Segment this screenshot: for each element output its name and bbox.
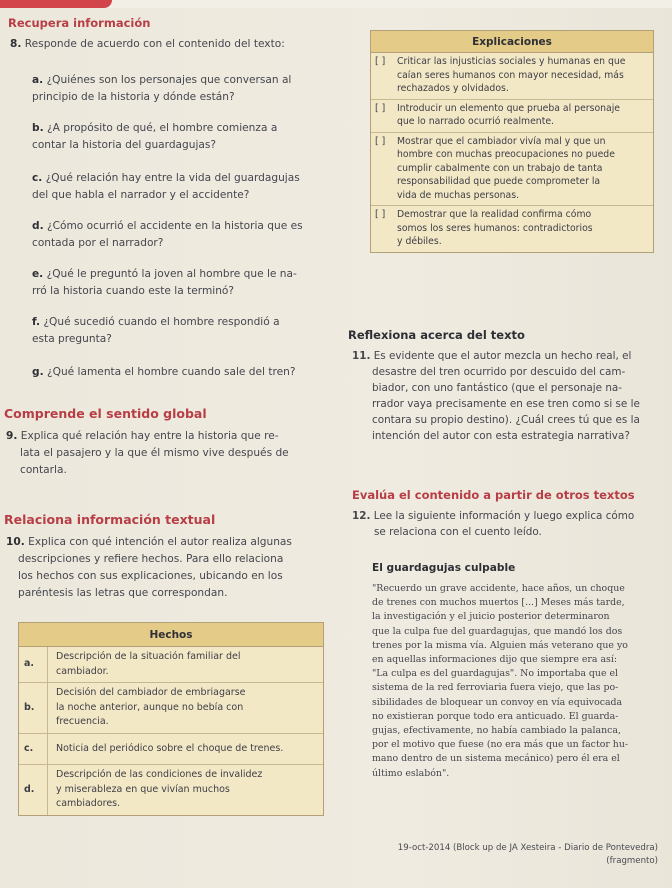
question-11: 11. Es evidente que el autor mezcla un hecho real, el desastre del tren ocurrido por descuido del cam- biador, con uno fantástico (que el personaje na- rrador vaya precisamente en ese tren como si se le contara su propio destino). ¿Cuál crees tú que es la intención del autor con esta estrategia narrativa?: [352, 350, 640, 442]
question-8d: d. ¿Cómo ocurrió el accidente en la historia que es contada por el narrador?: [32, 220, 303, 249]
question-10: 10. Explica con qué intención el autor realiza algunas descripciones y refiere hechos. Para ello relaciona los hechos con sus explicaciones, ubicando en los paréntesis las letras que correspondan.: [6, 536, 292, 599]
section-title-relaciona: Relaciona información textual: [4, 512, 216, 527]
news-excerpt: "Recuerdo un grave accidente, hace años, un choque de trenes con muchos muertos [...] Meses más tarde, la investigación y el juicio posterior determinaron que la culpa fue del guardagujas, que mandó los dos trenes por la misma vía. Alguien más veterano que yo en aquellas informaciones dijo que siempre era así: "La culpa es del guardagujas". No importaba que el sistema de la red ferroviaria fuera viejo, que las po- sibilidades de bloquear un convoy en vía equivocada no existieran porque todo era anticuado. El guarda- gujas, efectivamente, no había cambiado la palanca, por el motivo que fuese (no era más que un factor hu- mano dentro de un sistema mecánico) pero él era el último eslabón".: [372, 583, 629, 779]
question-8f: f. ¿Qué sucedió cuando el hombre respondió a esta pregunta?: [32, 316, 280, 345]
hechos-row-c: c. Noticia del periódico sobre el choque de trenes.: [19, 734, 323, 766]
top-accent-tab: [0, 0, 112, 8]
question-8: [10, 36, 285, 53]
section-title-reflexiona: Reflexiona acerca del texto: [348, 328, 525, 342]
question-8c: c. ¿Qué relación hay entre la vida del guardagujas del que habla el narrador y el accidente?: [32, 172, 300, 201]
question-number: 8.: [10, 38, 22, 50]
hechos-table: [18, 622, 324, 816]
question-8e: e. ¿Qué le preguntó la joven al hombre que le na- rró la historia cuando este la terminó?: [32, 268, 297, 297]
answer-bracket[interactable]: [ ]: [375, 56, 386, 67]
question-9: 9. Explica qué relación hay entre la historia que re- lata el pasajero y la que él mismo vive después de contarla.: [6, 430, 289, 476]
section-title-evalua: Evalúa el contenido a partir de otros textos: [352, 488, 635, 502]
question-12: 12. Lee la siguiente información y luego explica cómo se relaciona con el cuento leído.: [352, 510, 635, 538]
answer-bracket[interactable]: [ ]: [375, 102, 386, 114]
explicacion-row-1: [ ] Criticar las injusticias sociales y humanas en que caían seres humanos con mayor necesidad, más rechazados y olvidados.: [371, 53, 653, 100]
news-source: 19-oct-2014 (Block up de JA Xesteira - Diario de Pontevedra) (fragmento): [397, 843, 658, 866]
answer-bracket[interactable]: [ ]: [375, 135, 386, 147]
question-8g: g. ¿Qué lamenta el hombre cuando sale del tren?: [32, 366, 296, 378]
question-text: Responde de acuerdo con el contenido del texto:: [24, 38, 285, 50]
section-title-comprende: Comprende el sentido global: [4, 406, 207, 421]
top-bar: [0, 0, 672, 8]
explicacion-row-3: [ ] Mostrar que el cambiador vivía mal y que un hombre con muchas preocupaciones no puede cumplir cabalmente con un trabajo de tanta responsabilidad que puede comprometer la vida de muchas personas.: [371, 133, 653, 207]
hechos-row-d: d. Descripción de las condiciones de invalidez y miserableza en que vivían muchos cambiadores.: [19, 765, 323, 815]
explicaciones-table: [370, 30, 654, 253]
explicacion-row-4: [ ] Demostrar que la realidad confirma cómo somos los seres humanos: contradictorios y débiles.: [371, 206, 653, 252]
news-title: El guardagujas culpable: [372, 562, 516, 574]
answer-bracket[interactable]: [ ]: [375, 209, 386, 220]
hechos-header: Hechos: [19, 623, 323, 647]
question-8a: a. ¿Quiénes son los personajes que conversan al principio de la historia y dónde están?: [32, 74, 292, 103]
hechos-row-b: b. Decisión del cambiador de embriagarse la noche anterior, aunque no bebía con frecuencia.: [19, 683, 323, 734]
hechos-row-a: a. Descripción de la situación familiar del cambiador.: [19, 647, 323, 683]
explicacion-row-2: [ ] Introducir un elemento que prueba al personaje que lo narrado ocurrió realmente.: [371, 100, 653, 133]
question-8b: b. ¿A propósito de qué, el hombre comienza a contar la historia del guardagujas?: [32, 122, 278, 151]
explicaciones-header: Explicaciones: [371, 31, 653, 53]
section-title-recupera: Recupera información: [8, 16, 151, 30]
